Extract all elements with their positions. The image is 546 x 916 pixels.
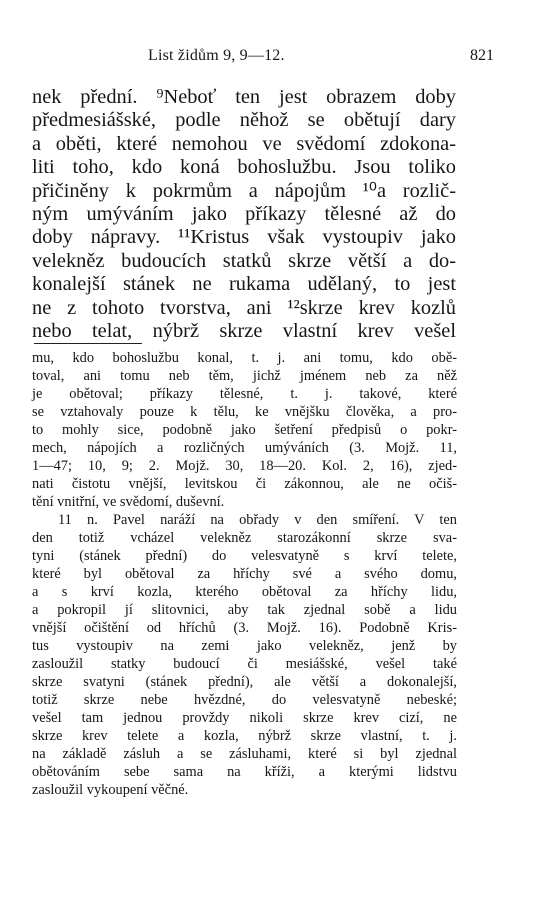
scripture-line: a oběti, které nemohou ve svědomí zdokona-	[32, 132, 456, 155]
page-header	[30, 47, 494, 67]
note-line: vešel tam jednou provždy nikoli skrze krev cizí, ne	[32, 710, 457, 726]
footnote-separator	[34, 343, 142, 344]
scripture-line: ným umýváním jako příkazy tělesné až do	[32, 202, 456, 225]
note-line: vnější očištění od hříchů (3. Mojž. 16). Podobně Kris-	[32, 620, 457, 636]
note-line: toval, ani tomu neb těm, jichž jménem neb za něž	[32, 368, 457, 384]
note-line: na základě zásluh a se zásluhami, které si byl zjednal	[32, 746, 457, 762]
note-line: tyni (stánek přední) do velesvatyně s krví telete,	[32, 548, 457, 564]
scripture-line: liti toho, kdo koná bohoslužbu. Jsou toliko	[32, 156, 456, 179]
note-line: je obětoval; příkazy tělesné, t. j. takové, které	[32, 386, 457, 402]
note-line: skrze krev telete a kozla, nýbrž skrze vlastní, t. j.	[32, 728, 457, 744]
scripture-line: doby nápravy. ¹¹Kristus však vystoupiv jako	[32, 226, 456, 249]
note-line: den totiž vcházel velekněz starozákonní skrze sva-	[32, 530, 457, 546]
note-line: mu, kdo bohoslužbu konal, t. j. ani tomu, kdo obě-	[32, 350, 457, 366]
scripture-line: konalejší stánek ne rukama udělaný, to jest	[32, 273, 456, 296]
note-line: zasloužil vykoupení věčné.	[32, 782, 189, 798]
note-line: mech, nápojích a rozličných umýváních (3. Mojž. 11,	[32, 440, 457, 456]
note-line: tus vystoupiv na zemi jako velekněz, jenž by	[32, 638, 457, 654]
scripture-line: velekněz budoucích statků skrze větší a do-	[32, 249, 456, 272]
commentary-notes	[32, 349, 457, 799]
note-line: skrze svatyni (stánek přední), ale větší a dokonalejší,	[32, 674, 457, 690]
scripture-line: předmesiášské, podle něhož se obětují dary	[32, 109, 456, 132]
note-line: 1—47; 10, 9; 2. Mojž. 30, 18—20. Kol. 2, 16), zjed-	[32, 458, 457, 474]
note-line: zasloužil statky budoucí či mesiášské, vešel také	[32, 656, 457, 672]
note-line: a pokropil jí slitovnici, aby tak zjednal sobě a lidu	[32, 602, 457, 618]
scripture-line: přičiněny k pokrmům a nápojům ¹⁰a rozlič-	[32, 179, 456, 202]
scripture-line: ne z tohoto tvorstva, ani ¹²skrze krev kozlů	[32, 296, 456, 319]
note-line: nati čistotu vnější, levitskou či zákonnou, ale ne očiš-	[32, 476, 457, 492]
scripture-line: nebo telat, nýbrž skrze vlastní krev vešel	[32, 319, 456, 342]
note-line: obětováním sebe sama na kříži, a kterými lidstvu	[32, 764, 457, 780]
note-line: a s krví kozla, kterého obětoval za hříchy lidu,	[32, 584, 457, 600]
page-number: 821	[470, 47, 494, 64]
note-line: to mohly sice, podobně jako šetření předpisů o pokr-	[32, 422, 457, 438]
note-line: které byl obětoval za hříchy své a svého domu,	[32, 566, 457, 582]
note-line: se vztahovaly pouze k tělu, ke vnějšku člověka, a pro-	[32, 404, 457, 420]
running-title: List židům 9, 9—12.	[148, 47, 285, 64]
scripture-line: nek přední. ⁹Neboť ten jest obrazem doby	[32, 86, 456, 108]
note-line: 11 n. Pavel naráží na obřady v den smíření. V ten	[58, 512, 457, 528]
note-line: tění vnitřní, ve svědomí, duševní.	[32, 494, 225, 510]
note-line: totiž skrze nebe hvězdné, do velesvatyně nebeské;	[32, 692, 457, 708]
scripture-text	[32, 86, 456, 343]
